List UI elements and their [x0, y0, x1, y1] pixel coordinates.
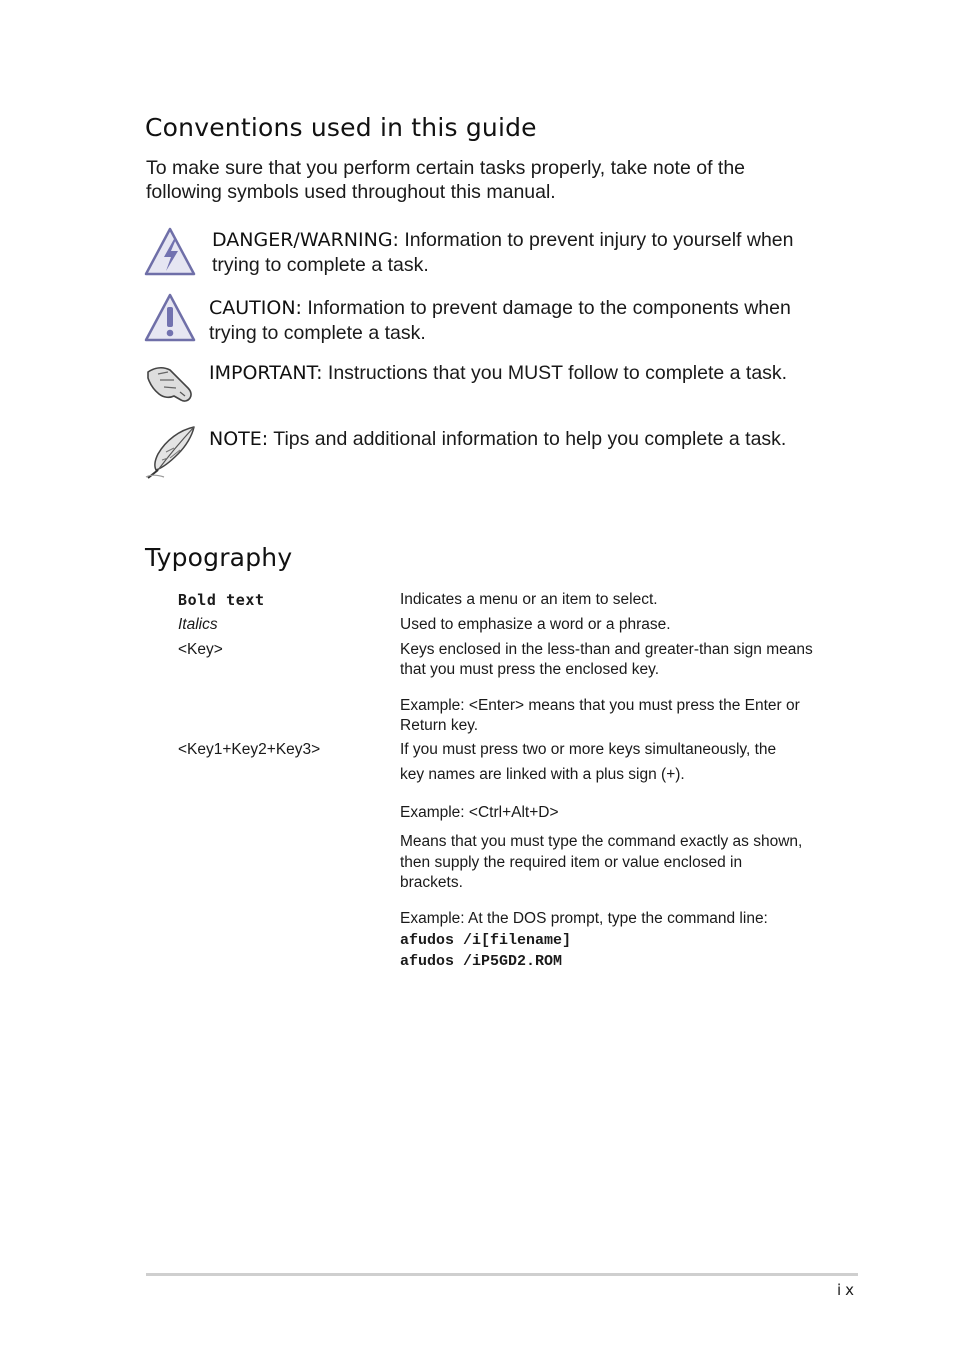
danger-warning-label: DANGER/WARNING: [212, 229, 399, 251]
lightning-warning-icon [144, 226, 196, 278]
typo-term-bold: Bold text [178, 591, 265, 609]
typo-term-key: <Key> [178, 641, 223, 658]
page-number: ix [836, 1281, 858, 1299]
typo-desc-command-2: then supply the required item or value enclosed in brackets. [400, 854, 743, 891]
quill-pen-icon [144, 424, 196, 480]
exclamation-caution-icon [144, 292, 196, 344]
typo-term-key-combo: <Key1+Key2+Key3> [178, 741, 321, 758]
important-note [209, 361, 799, 386]
note-text: Tips and additional information to help you complete a task. [268, 428, 787, 450]
typo-desc-bold: Indicates a menu or an item to select. [400, 591, 658, 608]
footer-rule [146, 1273, 858, 1276]
important-text: Instructions that you MUST follow to complete a task. [322, 362, 788, 384]
caution-text: Information to prevent damage to the components when trying to complete a task. [209, 297, 791, 344]
important-label: IMPORTANT: [209, 362, 323, 384]
typo-desc-combo-example: Example: <Ctrl+Alt+D> [400, 804, 559, 821]
typo-desc-dos-example: Example: At the DOS prompt, type the command line: [400, 910, 768, 927]
typo-desc-key-combo-2: key names are linked with a plus sign (+). [400, 766, 685, 783]
conventions-heading: Conventions used in this guide [145, 113, 537, 142]
note-label: NOTE: [209, 428, 269, 450]
typo-desc-key-combo: If you must press two or more keys simultaneously, the [400, 741, 777, 758]
typo-desc-key: Keys enclosed in the less-than and greater-than sign means that you must press the enclosed key. [400, 641, 813, 678]
typo-term-italics: Italics [178, 616, 218, 633]
caution-label: CAUTION: [209, 297, 302, 319]
typo-desc-key-example: Example: <Enter> means that you must press the Enter or Return key. [400, 697, 800, 734]
danger-warning-note [212, 228, 802, 277]
danger-warning-text: Information to prevent injury to yourself when trying to complete a task. [212, 229, 794, 276]
hand-pointer-icon [144, 360, 196, 412]
note-note [209, 427, 799, 452]
conventions-intro: To make sure that you perform certain tasks properly, take note of the following symbols used throughout this manual. [146, 157, 746, 203]
caution-note [209, 296, 799, 345]
command-line-1: afudos /i[filename] [400, 932, 572, 949]
typography-heading: Typography [145, 543, 293, 572]
command-line-2: afudos /iP5GD2.ROM [400, 953, 563, 970]
typo-desc-italics: Used to emphasize a word or a phrase. [400, 616, 671, 633]
typo-desc-command: Means that you must type the command exactly as shown, [400, 833, 803, 850]
